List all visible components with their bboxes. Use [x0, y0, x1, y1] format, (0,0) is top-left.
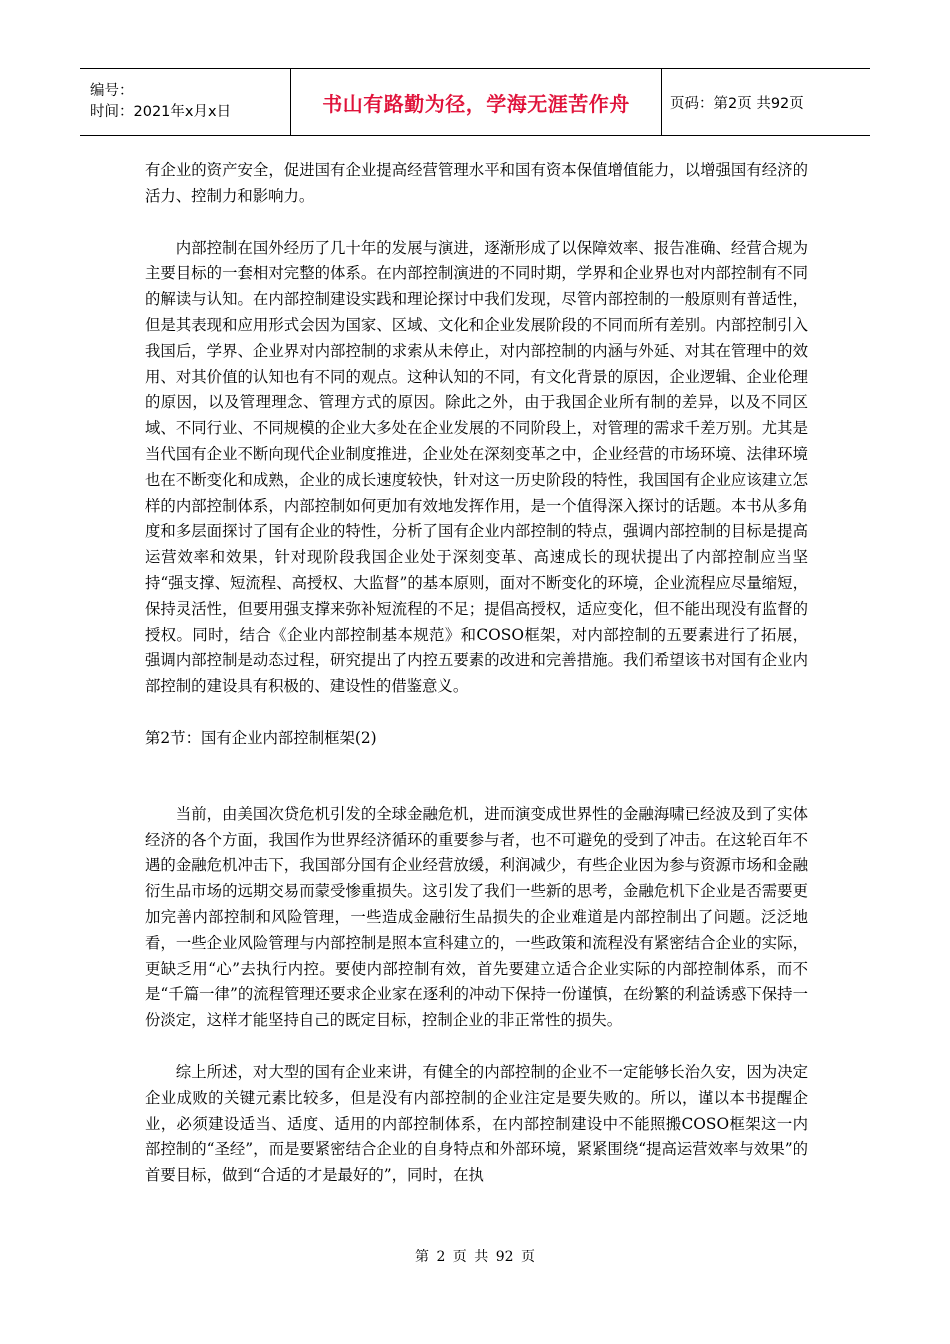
header-meta	[80, 69, 291, 136]
document-number-label: 编号：	[90, 83, 134, 99]
document-date-label: 时间：2021年x月x日	[90, 104, 232, 120]
paragraph-continuation: 有企业的资产安全，促进国有企业提高经营管理水平和国有资本保值增值能力，以增强国有经济的活力、控制力和影响力。	[145, 161, 808, 205]
document-body	[145, 158, 808, 1189]
header-motto: 书山有路勤为径，学海无涯苦作舟	[291, 69, 662, 136]
section-title: 第2节：国有企业内部控制框架(2)	[145, 728, 377, 747]
paragraph-crisis: 当前，由美国次贷危机引发的全球金融危机，进而演变成世界性的金融海啸已经波及到了实体经济的各个方面，我国作为世界经济循环的重要参与者，也不可避免的受到了冲击。在这轮百年不遇的金融危机冲击下，我国部分国有企业经营放缓，利润减少，有些企业因为参与资源市场和金融衍生品市场的远期交易而蒙受惨重损失。这引发了我们一些新的思考，金融危机下企业是否需要更加完善内部控制和风险管理，一些造成金融衍生品损失的企业难道是内部控制出了问题。泛泛地看，一些企业风险管理与内部控制是照本宣科建立的，一些政策和流程没有紧密结合企业的实际，更缺乏用“心”去执行内控。要使内部控制有效，首先要建立适合企业实际的内部控制体系，而不是“千篇一律”的流程管理还要求企业家在逐利的冲动下保持一份谨慎，在纷繁的利益诱惑下保持一份淡定，这样才能坚持自己的既定目标，控制企业的非正常性的损失。	[145, 804, 808, 1030]
paragraph-intro: 内部控制在国外经历了几十年的发展与演进，逐渐形成了以保障效率、报告准确、经营合规为主要目标的一套相对完整的体系。在内部控制演进的不同时期，学界和企业界也对内部控制有不同的解读与认知。在内部控制建设实践和理论探讨中我们发现，尽管内部控制的一般原则有普适性，但是其表现和应用形式会因为国家、区域、文化和企业发展阶段的不同而所有差别。内部控制引入我国后，学界、企业界对内部控制的求索从未停止，对内部控制的内涵与外延、对其在管理中的效用、对其价值的认知也有不同的观点。这种认知的不同，有文化背景的原因，企业逻辑、企业伦理的原因，以及管理理念、管理方式的原因。除此之外，由于我国企业所有制的差异，以及不同区域、不同行业、不同规模的企业大多处在企业发展的不同阶段上，对管理的需求千差万别。尤其是当代国有企业不断向现代企业制度推进，企业处在深刻变革之中，企业经营的市场环境、法律环境也在不断变化和成熟，企业的成长速度较快，针对这一历史阶段的特性，我国国有企业应该建立怎样的内部控制体系，内部控制如何更加有效地发挥作用，是一个值得深入探讨的话题。本书从多角度和多层面探讨了国有企业的特性，分析了国有企业内部控制的特点，强调内部控制的目标是提高运营效率和效果，针对现阶段我国企业处于深刻变革、高速成长的现状提出了内部控制应当坚持“强支撑、短流程、高授权、大监督”的基本原则，面对不断变化的环境，企业流程应尽量缩短，保持灵活性，但要用强支撑来弥补短流程的不足；提倡高授权，适应变化，但不能出现没有监督的授权。同时，结合《企业内部控制基本规范》和COSO框架，对内部控制的五要素进行了拓展，强调内部控制是动态过程，研究提出了内控五要素的改进和完善措施。我们希望该书对国有企业内部控制的建设具有积极的、建设性的借鉴意义。	[145, 238, 808, 696]
paragraph-summary: 综上所述，对大型的国有企业来讲，有健全的内部控制的企业不一定能够长治久安，因为决定企业成败的关键元素比较多，但是没有内部控制的企业注定是要失败的。所以，谨以本书提醒企业，必须建设适当、适度、适用的内部控制体系，在内部控制建设中不能照搬COSO框架这一内部控制的“圣经”，而是要紧密结合企业的自身特点和外部环境，紧紧围绕“提高运营效率与效果”的首要目标，做到“合适的才是最好的”，同时，在执	[145, 1062, 808, 1185]
header-page-number: 页码：第2页 共92页	[670, 95, 804, 112]
page-header	[80, 68, 870, 136]
page-footer: 第 2 页 共 92 页	[415, 1249, 535, 1265]
